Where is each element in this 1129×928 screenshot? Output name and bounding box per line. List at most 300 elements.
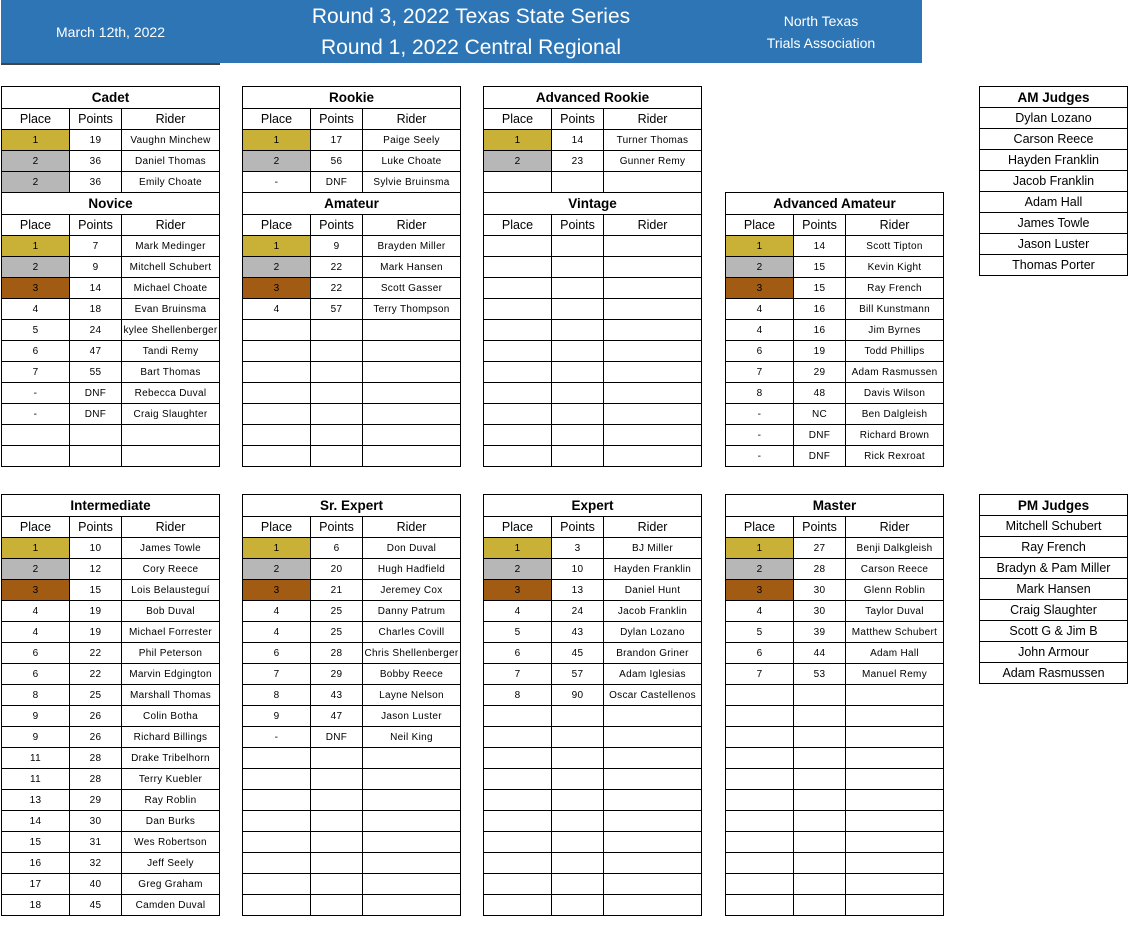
rider-cell: Craig Slaughter bbox=[122, 404, 220, 425]
points-cell bbox=[552, 874, 604, 895]
rider-cell: Marshall Thomas bbox=[122, 685, 220, 706]
place-cell bbox=[484, 404, 552, 425]
points-cell: 28 bbox=[70, 748, 122, 769]
place-cell: 8 bbox=[726, 383, 794, 404]
points-cell bbox=[794, 685, 846, 706]
rider-cell bbox=[363, 404, 461, 425]
organization-line-2: Trials Association bbox=[766, 34, 876, 51]
rider-cell: Sylvie Bruinsma bbox=[363, 172, 461, 193]
points-cell bbox=[552, 257, 604, 278]
result-row bbox=[2, 643, 220, 664]
place-cell bbox=[243, 874, 311, 895]
points-cell bbox=[552, 404, 604, 425]
points-cell: 10 bbox=[552, 559, 604, 580]
rider-cell: Jacob Franklin bbox=[604, 601, 702, 622]
judge-name: John Armour bbox=[980, 642, 1128, 663]
column-header-place: Place bbox=[484, 109, 552, 130]
result-row bbox=[2, 727, 220, 748]
column-header-rider: Rider bbox=[363, 215, 461, 236]
empty-row bbox=[484, 404, 702, 425]
points-cell: 22 bbox=[311, 257, 363, 278]
points-cell: DNF bbox=[794, 425, 846, 446]
rider-cell: BJ Miller bbox=[604, 538, 702, 559]
points-cell: 36 bbox=[70, 172, 122, 193]
result-row bbox=[726, 383, 944, 404]
points-cell: 24 bbox=[552, 601, 604, 622]
intermediate-title: Intermediate bbox=[2, 495, 220, 517]
rider-cell bbox=[363, 320, 461, 341]
place-cell bbox=[484, 853, 552, 874]
points-cell: 28 bbox=[70, 769, 122, 790]
points-cell bbox=[311, 853, 363, 874]
points-cell: 18 bbox=[70, 299, 122, 320]
place-cell bbox=[243, 790, 311, 811]
empty-row bbox=[726, 748, 944, 769]
place-cell bbox=[484, 769, 552, 790]
empty-row bbox=[484, 425, 702, 446]
place-cell: 1 bbox=[243, 538, 311, 559]
rider-cell bbox=[604, 320, 702, 341]
rider-cell: Oscar Castellenos bbox=[604, 685, 702, 706]
sr-expert-table bbox=[242, 494, 461, 916]
rider-cell bbox=[363, 853, 461, 874]
place-cell: 3 bbox=[243, 278, 311, 299]
result-row bbox=[2, 664, 220, 685]
points-cell: 57 bbox=[311, 299, 363, 320]
result-row bbox=[726, 257, 944, 278]
rider-cell bbox=[604, 172, 702, 193]
place-cell: 1 bbox=[243, 236, 311, 257]
judge-row bbox=[980, 558, 1128, 579]
result-row bbox=[243, 622, 461, 643]
points-cell bbox=[552, 299, 604, 320]
result-row bbox=[726, 320, 944, 341]
result-row bbox=[2, 130, 220, 151]
empty-row bbox=[484, 446, 702, 467]
place-cell: 6 bbox=[484, 643, 552, 664]
points-cell: 22 bbox=[311, 278, 363, 299]
empty-row bbox=[484, 853, 702, 874]
rider-cell: Adam Iglesias bbox=[604, 664, 702, 685]
place-cell bbox=[243, 362, 311, 383]
master-title: Master bbox=[726, 495, 944, 517]
event-title-line-2: Round 1, 2022 Central Regional bbox=[320, 35, 622, 59]
rider-cell: Ben Dalgleish bbox=[846, 404, 944, 425]
empty-row bbox=[484, 362, 702, 383]
rider-cell bbox=[604, 811, 702, 832]
organization-name bbox=[721, 0, 921, 63]
result-row bbox=[2, 769, 220, 790]
result-row bbox=[2, 790, 220, 811]
table-title-row bbox=[243, 87, 461, 109]
place-cell: 6 bbox=[2, 341, 70, 362]
judge-row bbox=[980, 621, 1128, 642]
points-cell: DNF bbox=[70, 383, 122, 404]
rider-cell: Benji Dalkgleish bbox=[846, 538, 944, 559]
rider-cell: Terry Thompson bbox=[363, 299, 461, 320]
empty-row bbox=[484, 383, 702, 404]
rider-cell bbox=[604, 748, 702, 769]
place-cell: 17 bbox=[2, 874, 70, 895]
empty-row bbox=[726, 769, 944, 790]
column-header-rider: Rider bbox=[604, 109, 702, 130]
points-cell: 15 bbox=[794, 278, 846, 299]
rider-cell: Manuel Remy bbox=[846, 664, 944, 685]
rookie-table bbox=[242, 86, 461, 193]
advanced-rookie-table bbox=[483, 86, 702, 193]
result-row bbox=[2, 811, 220, 832]
empty-row bbox=[484, 727, 702, 748]
points-cell: 15 bbox=[794, 257, 846, 278]
place-cell: 6 bbox=[726, 643, 794, 664]
result-row bbox=[2, 538, 220, 559]
rider-cell bbox=[363, 895, 461, 916]
points-cell: 23 bbox=[552, 151, 604, 172]
rider-cell: Kevin Kight bbox=[846, 257, 944, 278]
pm-judges-table bbox=[979, 494, 1128, 684]
column-header-rider: Rider bbox=[846, 517, 944, 538]
points-cell: 10 bbox=[70, 538, 122, 559]
place-cell: 3 bbox=[484, 580, 552, 601]
empty-row bbox=[243, 874, 461, 895]
rider-cell: Mitchell Schubert bbox=[122, 257, 220, 278]
result-row bbox=[484, 580, 702, 601]
points-cell: 17 bbox=[311, 130, 363, 151]
rider-cell: Jim Byrnes bbox=[846, 320, 944, 341]
result-row bbox=[2, 404, 220, 425]
result-row bbox=[2, 383, 220, 404]
points-cell: 26 bbox=[70, 727, 122, 748]
rider-cell: Lois Belausteguí bbox=[122, 580, 220, 601]
expert-table bbox=[483, 494, 702, 916]
judge-name: Craig Slaughter bbox=[980, 600, 1128, 621]
place-cell bbox=[484, 257, 552, 278]
place-cell bbox=[243, 832, 311, 853]
judge-name: Bradyn & Pam Miller bbox=[980, 558, 1128, 579]
novice-title: Novice bbox=[2, 193, 220, 215]
empty-row bbox=[243, 320, 461, 341]
points-cell: 19 bbox=[70, 130, 122, 151]
rider-cell bbox=[604, 257, 702, 278]
judge-name: James Towle bbox=[980, 213, 1128, 234]
place-cell: 1 bbox=[726, 538, 794, 559]
result-row bbox=[726, 299, 944, 320]
place-cell: 7 bbox=[726, 362, 794, 383]
place-cell: 4 bbox=[726, 299, 794, 320]
empty-row bbox=[243, 811, 461, 832]
points-cell bbox=[311, 811, 363, 832]
empty-row bbox=[484, 320, 702, 341]
organization-line-1: North Texas bbox=[783, 12, 859, 29]
place-cell: 4 bbox=[2, 299, 70, 320]
place-cell: 1 bbox=[484, 538, 552, 559]
result-row bbox=[2, 362, 220, 383]
points-cell: 39 bbox=[794, 622, 846, 643]
points-cell bbox=[552, 278, 604, 299]
points-cell bbox=[552, 362, 604, 383]
result-row bbox=[484, 601, 702, 622]
points-cell bbox=[552, 320, 604, 341]
rider-cell bbox=[604, 383, 702, 404]
table-title-row bbox=[2, 495, 220, 517]
empty-row bbox=[243, 404, 461, 425]
empty-row bbox=[243, 790, 461, 811]
result-row bbox=[726, 559, 944, 580]
place-cell: - bbox=[726, 425, 794, 446]
place-cell bbox=[726, 685, 794, 706]
points-cell bbox=[552, 853, 604, 874]
rider-cell: Davis Wilson bbox=[846, 383, 944, 404]
rider-cell bbox=[846, 874, 944, 895]
rider-cell bbox=[363, 832, 461, 853]
place-cell: 2 bbox=[484, 559, 552, 580]
result-row bbox=[726, 278, 944, 299]
rider-cell: Dylan Lozano bbox=[604, 622, 702, 643]
rider-cell: Drake Tribelhorn bbox=[122, 748, 220, 769]
table-title-row bbox=[243, 495, 461, 517]
points-cell bbox=[794, 790, 846, 811]
points-cell: 19 bbox=[794, 341, 846, 362]
column-header-points: Points bbox=[311, 109, 363, 130]
judge-name: Carson Reece bbox=[980, 129, 1128, 150]
place-cell: 3 bbox=[243, 580, 311, 601]
result-row bbox=[2, 236, 220, 257]
empty-row bbox=[484, 299, 702, 320]
rider-cell bbox=[846, 685, 944, 706]
empty-row bbox=[726, 874, 944, 895]
result-row bbox=[243, 685, 461, 706]
points-cell: 7 bbox=[70, 236, 122, 257]
points-cell: 43 bbox=[552, 622, 604, 643]
place-cell: 8 bbox=[484, 685, 552, 706]
rider-cell bbox=[846, 706, 944, 727]
empty-row bbox=[484, 257, 702, 278]
rider-cell bbox=[363, 362, 461, 383]
place-cell bbox=[243, 425, 311, 446]
judge-name: Thomas Porter bbox=[980, 255, 1128, 276]
points-cell: 20 bbox=[311, 559, 363, 580]
rider-cell bbox=[604, 874, 702, 895]
rider-cell: Glenn Roblin bbox=[846, 580, 944, 601]
place-cell: 4 bbox=[243, 622, 311, 643]
points-cell bbox=[311, 404, 363, 425]
result-row bbox=[484, 685, 702, 706]
column-header-points: Points bbox=[70, 517, 122, 538]
result-row bbox=[2, 832, 220, 853]
result-row bbox=[726, 404, 944, 425]
result-row bbox=[726, 341, 944, 362]
points-cell: 14 bbox=[70, 278, 122, 299]
rider-cell: Bart Thomas bbox=[122, 362, 220, 383]
judge-name: Mark Hansen bbox=[980, 579, 1128, 600]
empty-row bbox=[726, 685, 944, 706]
rider-cell bbox=[363, 748, 461, 769]
place-cell bbox=[484, 236, 552, 257]
place-cell: 9 bbox=[2, 727, 70, 748]
result-row bbox=[726, 643, 944, 664]
place-cell bbox=[243, 320, 311, 341]
rider-cell: Scott Gasser bbox=[363, 278, 461, 299]
rider-cell: Evan Bruinsma bbox=[122, 299, 220, 320]
points-cell bbox=[794, 832, 846, 853]
points-cell: 56 bbox=[311, 151, 363, 172]
place-cell bbox=[484, 383, 552, 404]
points-cell: 55 bbox=[70, 362, 122, 383]
place-cell bbox=[484, 727, 552, 748]
points-cell: 36 bbox=[70, 151, 122, 172]
empty-row bbox=[484, 748, 702, 769]
place-cell bbox=[484, 874, 552, 895]
column-header-place: Place bbox=[243, 109, 311, 130]
points-cell bbox=[552, 425, 604, 446]
rider-cell: Matthew Schubert bbox=[846, 622, 944, 643]
result-row bbox=[243, 643, 461, 664]
empty-row bbox=[484, 832, 702, 853]
novice-table bbox=[1, 192, 220, 467]
result-row bbox=[2, 278, 220, 299]
place-cell bbox=[243, 404, 311, 425]
empty-row bbox=[726, 832, 944, 853]
empty-row bbox=[243, 748, 461, 769]
rider-cell bbox=[363, 383, 461, 404]
rider-cell: Todd Phillips bbox=[846, 341, 944, 362]
place-cell bbox=[726, 832, 794, 853]
column-header-rider: Rider bbox=[604, 517, 702, 538]
event-title bbox=[221, 0, 721, 63]
place-cell: 4 bbox=[726, 601, 794, 622]
column-header-row bbox=[2, 517, 220, 538]
place-cell: 15 bbox=[2, 832, 70, 853]
points-cell bbox=[552, 383, 604, 404]
rider-cell: Neil King bbox=[363, 727, 461, 748]
judge-row bbox=[980, 537, 1128, 558]
place-cell bbox=[484, 172, 552, 193]
result-row bbox=[243, 278, 461, 299]
empty-row bbox=[484, 278, 702, 299]
place-cell bbox=[2, 425, 70, 446]
column-header-row bbox=[484, 517, 702, 538]
rider-cell: Mark Hansen bbox=[363, 257, 461, 278]
points-cell: 57 bbox=[552, 664, 604, 685]
rider-cell: Paige Seely bbox=[363, 130, 461, 151]
result-row bbox=[726, 538, 944, 559]
rider-cell bbox=[122, 446, 220, 467]
rider-cell: Dan Burks bbox=[122, 811, 220, 832]
result-row bbox=[2, 601, 220, 622]
rider-cell bbox=[846, 727, 944, 748]
rider-cell bbox=[604, 299, 702, 320]
column-header-place: Place bbox=[484, 215, 552, 236]
result-row bbox=[2, 151, 220, 172]
rider-cell: Chris Shellenberger bbox=[363, 643, 461, 664]
points-cell bbox=[311, 362, 363, 383]
place-cell bbox=[243, 383, 311, 404]
points-cell bbox=[552, 341, 604, 362]
place-cell: 7 bbox=[2, 362, 70, 383]
empty-row bbox=[484, 895, 702, 916]
result-row bbox=[243, 580, 461, 601]
empty-row bbox=[484, 341, 702, 362]
rider-cell: Turner Thomas bbox=[604, 130, 702, 151]
place-cell: 2 bbox=[2, 172, 70, 193]
points-cell: 30 bbox=[794, 601, 846, 622]
result-row bbox=[726, 425, 944, 446]
result-row bbox=[2, 874, 220, 895]
points-cell: 9 bbox=[311, 236, 363, 257]
column-header-points: Points bbox=[794, 215, 846, 236]
rider-cell: kylee Shellenberger bbox=[122, 320, 220, 341]
rider-cell: Tandi Remy bbox=[122, 341, 220, 362]
rider-cell bbox=[363, 446, 461, 467]
column-header-points: Points bbox=[552, 109, 604, 130]
result-row bbox=[2, 622, 220, 643]
table-title-row bbox=[2, 193, 220, 215]
judge-row bbox=[980, 108, 1128, 129]
points-cell: 12 bbox=[70, 559, 122, 580]
place-cell: - bbox=[2, 383, 70, 404]
points-cell: 15 bbox=[70, 580, 122, 601]
judge-row bbox=[980, 234, 1128, 255]
result-row bbox=[726, 580, 944, 601]
place-cell: 1 bbox=[726, 236, 794, 257]
points-cell: 22 bbox=[70, 643, 122, 664]
points-cell: 48 bbox=[794, 383, 846, 404]
points-cell: 29 bbox=[70, 790, 122, 811]
rider-cell: Richard Brown bbox=[846, 425, 944, 446]
place-cell bbox=[726, 727, 794, 748]
result-row bbox=[2, 559, 220, 580]
judges-title-row bbox=[980, 495, 1128, 516]
place-cell: 2 bbox=[484, 151, 552, 172]
place-cell: 7 bbox=[726, 664, 794, 685]
rider-cell: Brandon Griner bbox=[604, 643, 702, 664]
place-cell: - bbox=[726, 404, 794, 425]
judge-row bbox=[980, 213, 1128, 234]
judges-title-row bbox=[980, 87, 1128, 108]
place-cell bbox=[726, 706, 794, 727]
result-row bbox=[243, 172, 461, 193]
points-cell: 29 bbox=[311, 664, 363, 685]
points-cell: 19 bbox=[70, 601, 122, 622]
result-row bbox=[2, 257, 220, 278]
table-title-row bbox=[726, 193, 944, 215]
empty-row bbox=[243, 362, 461, 383]
empty-row bbox=[726, 895, 944, 916]
place-cell: 2 bbox=[2, 151, 70, 172]
empty-row bbox=[484, 236, 702, 257]
result-row bbox=[243, 601, 461, 622]
result-row bbox=[243, 236, 461, 257]
rider-cell: Colin Botha bbox=[122, 706, 220, 727]
judge-row bbox=[980, 150, 1128, 171]
points-cell: 43 bbox=[311, 685, 363, 706]
points-cell: 9 bbox=[70, 257, 122, 278]
place-cell: 2 bbox=[243, 151, 311, 172]
rider-cell: Michael Choate bbox=[122, 278, 220, 299]
place-cell: - bbox=[243, 727, 311, 748]
judge-row bbox=[980, 171, 1128, 192]
place-cell bbox=[484, 748, 552, 769]
place-cell bbox=[243, 748, 311, 769]
result-row bbox=[484, 559, 702, 580]
empty-row bbox=[243, 446, 461, 467]
result-row bbox=[243, 257, 461, 278]
result-row bbox=[2, 706, 220, 727]
place-cell: 1 bbox=[243, 130, 311, 151]
rider-cell: Ray Roblin bbox=[122, 790, 220, 811]
place-cell: 2 bbox=[2, 559, 70, 580]
rider-cell bbox=[846, 811, 944, 832]
